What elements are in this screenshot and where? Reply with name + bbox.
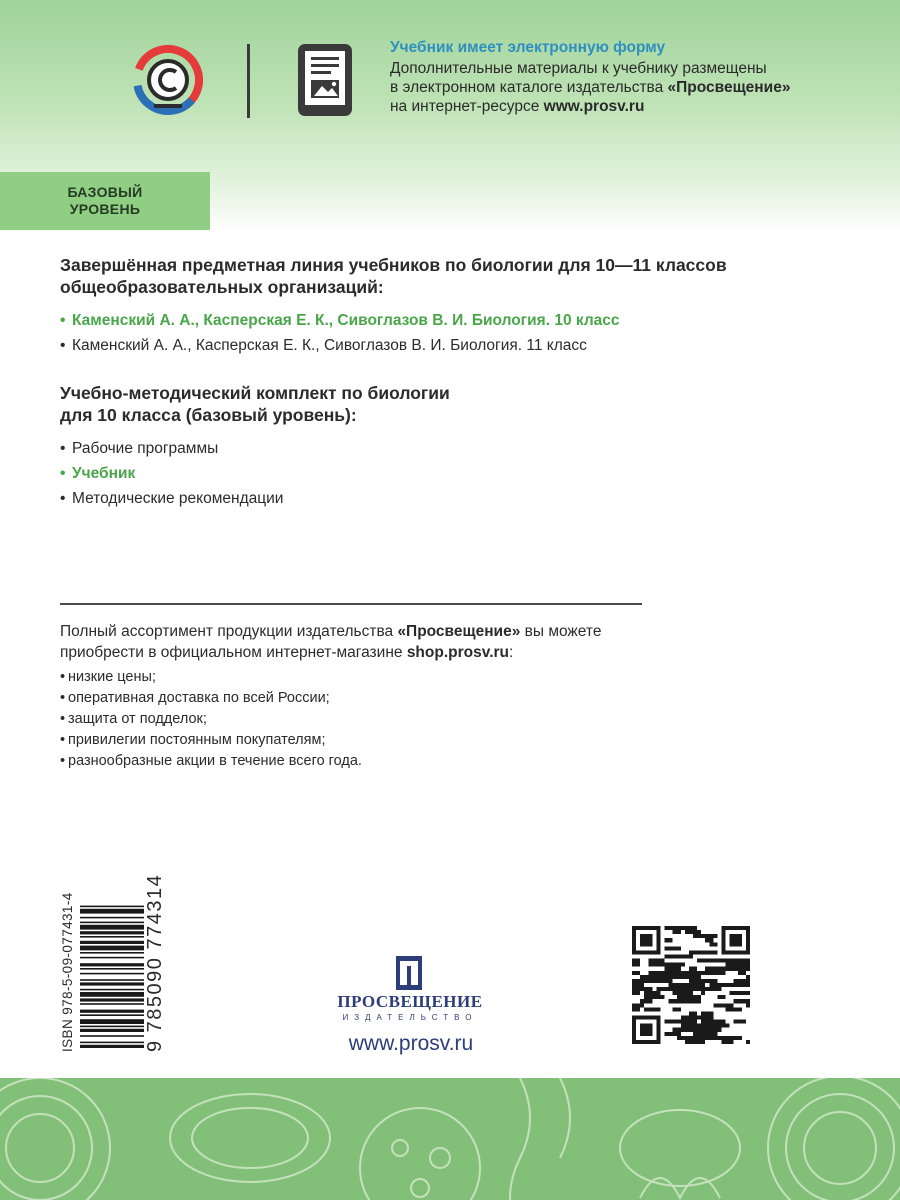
kit-heading: Учебно-методический комплект по биологии для 10 класса (базовый уровень): [60, 383, 450, 425]
isbn-barcode [60, 852, 168, 1052]
kit-list [60, 436, 860, 511]
logo-divider [247, 44, 250, 118]
shop-notice: Полный ассортимент продукции издательства «Просвещение» вы можете приобрести в официальном интернет-магазине shop.prosv.ru: [60, 623, 602, 661]
publisher-name: ПРОСВЕЩЕНИЕ [337, 992, 483, 1011]
barcode-bars [80, 852, 144, 1052]
publisher-logo [330, 956, 490, 1056]
list-item: • низкие цены; [60, 667, 362, 688]
publisher-subtitle: ИЗДАТЕЛЬСТВО [342, 1013, 478, 1022]
list-item: • Каменский А. А., Касперская Е. К., Сивоглазов В. И. Биология. 10 класс [60, 308, 860, 333]
list-item: • Методические рекомендации [60, 486, 860, 511]
list-item: • оперативная доставка по всей России; [60, 688, 362, 709]
shop-benefits-list [60, 667, 362, 772]
list-item: • Учебник [60, 461, 860, 486]
list-item: • Каменский А. А., Касперская Е. К., Сивоглазов В. И. Биология. 11 класс [60, 333, 860, 358]
tablet-icon [296, 42, 354, 118]
decorative-shell-band [0, 1078, 900, 1200]
series-heading: Завершённая предметная линия учебников по биологии для 10—11 классов общеобразовательных организаций: [60, 255, 727, 297]
level-badge: БАЗОВЫЙ УРОВЕНЬ [0, 172, 210, 230]
eform-line-2: в электронном каталоге издательства «Просвещение» [390, 79, 791, 96]
eform-title: Учебник имеет электронную форму [390, 39, 666, 56]
main-content [60, 254, 860, 511]
list-item: • разнообразные акции в течение всего года. [60, 751, 362, 772]
electronic-form-notice [390, 38, 880, 116]
eform-line-1: Дополнительные материалы к учебнику размещены [390, 60, 767, 77]
isbn-number: ISBN 978-5-09-077431-4 [60, 892, 75, 1052]
shop-link: shop.prosv.ru [406, 644, 510, 661]
list-item: • защита от подделок; [60, 709, 362, 730]
electronic-form-logo-icon [132, 42, 204, 118]
eform-line-3: на интернет-ресурсе www.prosv.ru [390, 98, 645, 115]
qr-code [632, 926, 750, 1044]
list-item: • привилегии постоянным покупателям; [60, 730, 362, 751]
list-item: • Рабочие программы [60, 436, 860, 461]
barcode-digits: 9 785090 774314 [144, 873, 166, 1052]
publisher-url: www.prosv.ru [348, 1032, 474, 1055]
section-divider [60, 603, 642, 605]
series-list [60, 308, 860, 358]
prosv-link: www.prosv.ru [543, 98, 645, 115]
publisher-emblem-icon [396, 956, 422, 990]
